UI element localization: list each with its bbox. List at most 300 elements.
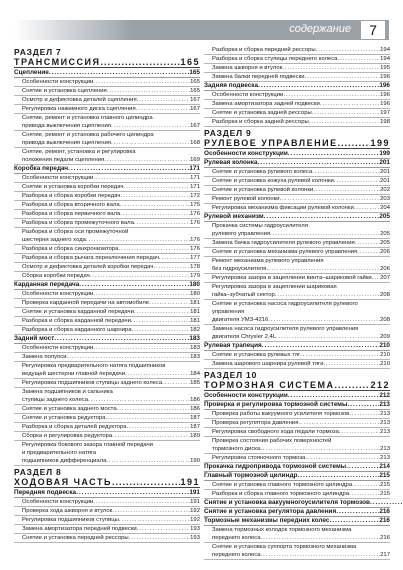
entry-text: Снятие, ремонт и установка главного цилиндра bbox=[22, 115, 153, 121]
page-ref: 210 bbox=[380, 361, 390, 367]
entry-text: Замена бачка гидроусилителя рулевого управления bbox=[212, 240, 355, 246]
toc-entry[interactable] bbox=[204, 248, 390, 257]
entry-text: Рулевой механизм bbox=[204, 213, 264, 220]
section-title-row[interactable] bbox=[14, 477, 200, 488]
toc-entry[interactable] bbox=[14, 326, 200, 335]
entry-text: Регулировка подшипников ступицы bbox=[22, 517, 119, 523]
dot-leader bbox=[131, 317, 190, 325]
toc-entry[interactable] bbox=[204, 543, 390, 560]
page-ref: 205 bbox=[380, 240, 390, 246]
toc-entry[interactable] bbox=[14, 379, 200, 388]
toc-entry[interactable] bbox=[204, 351, 390, 360]
entry-text: Регулировка механизма фиксации рулевой колонки bbox=[212, 205, 354, 211]
dot-leader bbox=[93, 344, 190, 352]
toc-entry[interactable] bbox=[204, 481, 390, 490]
dot-leader bbox=[54, 335, 189, 343]
page-ref: 208 bbox=[380, 292, 390, 298]
page-ref: 187 bbox=[190, 415, 200, 421]
toc-entry[interactable] bbox=[204, 437, 390, 454]
toc-entry[interactable] bbox=[204, 55, 390, 64]
dot-leader bbox=[355, 239, 380, 247]
dot-leader bbox=[298, 419, 380, 427]
dot-leader bbox=[93, 498, 190, 506]
toc-heading[interactable] bbox=[204, 517, 390, 526]
page-ref: 217 bbox=[380, 552, 390, 558]
dot-leader bbox=[280, 195, 381, 203]
entry-text: Снятие, ремонт, установка и регулировка bbox=[22, 149, 136, 155]
dot-leader bbox=[127, 423, 191, 431]
toc-entry[interactable] bbox=[14, 441, 200, 466]
toc-entry[interactable] bbox=[14, 414, 200, 423]
page-ref: 169 bbox=[190, 157, 200, 163]
dot-leader bbox=[93, 290, 190, 298]
toc-entry[interactable] bbox=[14, 299, 200, 308]
toc-entry[interactable] bbox=[204, 204, 390, 213]
entry-text: Регулировка зазора в зацеплении шариковая bbox=[212, 284, 337, 290]
page-ref: 210 bbox=[380, 352, 390, 358]
entry-text: Особенности конструкции bbox=[212, 92, 284, 98]
page-ref: 213 bbox=[380, 446, 390, 452]
toc-entry[interactable] bbox=[14, 131, 200, 148]
toc-heading[interactable] bbox=[204, 401, 390, 410]
dot-leader bbox=[66, 353, 190, 361]
page-ref: 196 bbox=[379, 82, 390, 89]
toc-entry[interactable] bbox=[14, 344, 200, 353]
entry-text: Разборка и сборка рычага переключения передач bbox=[22, 255, 159, 261]
page-ref: 199 bbox=[379, 150, 390, 157]
page-ref: 201 bbox=[380, 169, 390, 175]
page-ref: 167 bbox=[190, 123, 200, 129]
dot-leader bbox=[134, 219, 190, 227]
dot-leader bbox=[93, 78, 190, 86]
section-number: РАЗДЕЛ 7 bbox=[14, 47, 62, 57]
dot-leader bbox=[258, 159, 380, 167]
dot-leader bbox=[153, 263, 190, 271]
entry-text-last bbox=[22, 236, 200, 244]
entry-text-cont: шестерни заднего хода bbox=[22, 237, 86, 243]
page-ref: 196 bbox=[380, 74, 390, 80]
toc-entry[interactable] bbox=[14, 534, 200, 543]
toc-entry[interactable] bbox=[14, 192, 200, 201]
page-ref: 193 bbox=[190, 535, 200, 541]
toc-entry[interactable] bbox=[14, 210, 200, 219]
entry-text: Регулировка подшипников ступицы заднего колеса bbox=[22, 380, 163, 386]
section-title: ТРАНСМИССИЯ bbox=[14, 57, 101, 67]
entry-text-cont: привода выключения сцепления bbox=[22, 140, 111, 146]
page-ref: 181 bbox=[190, 309, 200, 315]
toc-entry[interactable] bbox=[14, 317, 200, 326]
dot-leader bbox=[313, 186, 380, 194]
entry-text-last bbox=[22, 370, 200, 378]
toc-heading[interactable] bbox=[14, 281, 200, 290]
entry-text: Разборка и сборка оси промежуточной bbox=[22, 229, 129, 235]
toc-entry[interactable] bbox=[14, 353, 200, 362]
entry-text-last bbox=[22, 457, 200, 465]
entry-text: Замена тормозных колодок тормозного механизма bbox=[212, 527, 352, 533]
page-ref: 186 bbox=[190, 397, 200, 403]
dot-leader bbox=[117, 405, 191, 413]
toc-heading[interactable] bbox=[204, 150, 390, 159]
entry-text-last bbox=[212, 316, 390, 324]
entry-text-last bbox=[212, 265, 390, 273]
page-ref: 195 bbox=[380, 65, 390, 71]
toc-entry[interactable] bbox=[204, 222, 390, 239]
dot-leader bbox=[131, 326, 190, 334]
dot-leader bbox=[93, 174, 190, 182]
entry-text: Проверка и регулировка тормозной системы bbox=[204, 401, 348, 408]
entry-text: Разборка и сборка промежуточного вала bbox=[22, 220, 134, 226]
entry-text: Снятие и установка заднего моста bbox=[22, 406, 117, 412]
page-ref: 181 bbox=[190, 318, 200, 324]
entry-text: Снятие и установка редуктора bbox=[22, 415, 106, 421]
dot-leader bbox=[111, 139, 190, 147]
entry-text: Регулировка стояночного тормоза bbox=[212, 455, 306, 461]
page-ref: 216 bbox=[380, 535, 390, 541]
page-ref: 192 bbox=[190, 517, 200, 523]
page-ref: 202 bbox=[380, 187, 390, 193]
entry-text: Рулевая трапеция bbox=[204, 342, 262, 349]
entry-text: Снятие и установка суппорта тормозного механизма bbox=[212, 544, 357, 550]
entry-text: Осмотр и дефектовка деталей коробки передач bbox=[22, 264, 154, 270]
page-ref: 213 bbox=[380, 420, 390, 426]
page-ref: 175 bbox=[190, 202, 200, 208]
page-ref: 172 bbox=[190, 193, 200, 199]
toc-entry[interactable] bbox=[204, 410, 390, 419]
toc-entry[interactable] bbox=[204, 168, 390, 177]
entry-text-last bbox=[212, 551, 390, 559]
page-ref: 213 bbox=[380, 411, 390, 417]
entry-text: Проверка карданной передачи на автомобиле bbox=[22, 300, 150, 306]
section-title-row[interactable] bbox=[204, 138, 390, 149]
toc-entry[interactable] bbox=[204, 64, 390, 73]
toc-entry[interactable] bbox=[14, 432, 200, 441]
toc-entry[interactable] bbox=[14, 498, 200, 507]
page-ref: 203 bbox=[380, 196, 390, 202]
dot-leader bbox=[149, 299, 190, 307]
entry-text: Разборка и сборка вторичного вала bbox=[22, 202, 120, 208]
toc-entry[interactable] bbox=[204, 73, 390, 82]
entry-text: Снятие и установка вакуумного bbox=[204, 499, 305, 506]
toc-entry[interactable] bbox=[204, 239, 390, 248]
entry-text: Снятие и установка насоса гидроусилителя рулевого управления bbox=[212, 301, 358, 315]
page-header bbox=[0, 0, 403, 40]
entry-text: Коробка передач bbox=[14, 165, 69, 172]
entry-text: Рулевая колонка bbox=[204, 159, 258, 166]
dot-leader bbox=[347, 401, 379, 409]
page-ref: 214 bbox=[379, 463, 390, 470]
page-ref: 205 bbox=[380, 231, 390, 237]
page-ref: 205 bbox=[379, 213, 390, 220]
entry-text: Особенности конструкции bbox=[22, 79, 94, 85]
dot-leader bbox=[300, 351, 380, 359]
entry-text: Регулировка предварительного натяга подшипников bbox=[22, 363, 166, 369]
section-title-row[interactable] bbox=[14, 57, 200, 68]
entry-text: Разборка и сборка ступицы переднего колеса bbox=[212, 56, 338, 62]
toc-entry[interactable] bbox=[14, 228, 200, 245]
page-ref: 198 bbox=[380, 119, 390, 125]
page-ref: 192 bbox=[190, 508, 200, 514]
entry-text: Прокачка гидропривода тормозной системы bbox=[204, 463, 347, 470]
toc-entry[interactable] bbox=[204, 274, 390, 283]
dot-leader bbox=[112, 477, 181, 487]
toc-entry[interactable] bbox=[204, 283, 390, 300]
toc-heading[interactable] bbox=[204, 508, 390, 517]
entry-text: Сборка и регулировка редуктора bbox=[22, 433, 113, 439]
page-ref: 179 bbox=[190, 273, 200, 279]
toc-entry[interactable] bbox=[14, 174, 200, 183]
page-ref: 199 bbox=[370, 138, 390, 148]
toc-entry[interactable] bbox=[14, 201, 200, 210]
entry-text: Проверка состояния рабочих поверхностей bbox=[212, 438, 332, 444]
page-ref: 191 bbox=[180, 477, 200, 487]
toc-entry[interactable] bbox=[14, 78, 200, 87]
dot-leader bbox=[258, 82, 379, 90]
entry-text: Проверка регулятора давления bbox=[212, 420, 299, 426]
entry-text-cont: двигателя УМЗ-4216 bbox=[212, 317, 269, 323]
toc-entry[interactable] bbox=[14, 105, 200, 114]
dot-leader bbox=[162, 379, 190, 387]
dot-leader bbox=[336, 508, 379, 516]
entry-text: Снятие и установка кожуха рулевой колонки bbox=[212, 178, 334, 184]
toc-entry[interactable] bbox=[204, 109, 390, 118]
entry-text-cont: ведущей шестерни главной передачи bbox=[22, 371, 126, 377]
entry-text: Снятие и установка регулятора давления bbox=[204, 508, 337, 515]
entry-text-cont: двигателя Chrysler 2,4L bbox=[212, 334, 277, 340]
dot-leader bbox=[320, 100, 380, 108]
toc-entry[interactable] bbox=[14, 148, 200, 165]
toc-entry[interactable] bbox=[204, 186, 390, 195]
dot-leader bbox=[261, 551, 381, 559]
toc-entry[interactable] bbox=[204, 195, 390, 204]
dot-leader bbox=[79, 281, 189, 289]
toc-entry[interactable] bbox=[14, 96, 200, 105]
toc-heading[interactable] bbox=[204, 392, 390, 401]
section-number: РАЗДЕЛ 8 bbox=[14, 467, 62, 477]
dot-leader bbox=[76, 489, 189, 497]
dot-leader bbox=[262, 342, 380, 350]
entry-text-last bbox=[22, 396, 200, 404]
entry-text-cont: гайка–зубчатый сектор bbox=[212, 292, 275, 298]
entry-text: Проверка хода шкворня и втулок bbox=[22, 508, 113, 514]
page-ref: 206 bbox=[380, 249, 390, 255]
dot-leader bbox=[106, 457, 190, 465]
toc-entry[interactable] bbox=[14, 245, 200, 254]
page-ref: 183 bbox=[189, 335, 200, 342]
entry-text: Снятие и установка задней рессоры bbox=[212, 110, 312, 116]
toc-entry[interactable] bbox=[204, 360, 390, 369]
toc-entry[interactable] bbox=[14, 263, 200, 272]
page-ref: 186 bbox=[190, 406, 200, 412]
page-ref: 176 bbox=[190, 220, 200, 226]
toc-entry[interactable] bbox=[14, 114, 200, 131]
entry-text-last bbox=[22, 139, 200, 147]
entry-text: Замена амортизатора передней подвески bbox=[22, 526, 137, 532]
dot-leader bbox=[276, 333, 380, 341]
toc-entry[interactable] bbox=[14, 516, 200, 525]
toc-heading[interactable] bbox=[204, 213, 390, 222]
dot-leader bbox=[264, 213, 380, 221]
toc-entry[interactable] bbox=[204, 91, 390, 100]
page-ref: 167 bbox=[190, 106, 200, 112]
page-ref: 171 bbox=[190, 184, 200, 190]
page-ref: 196 bbox=[380, 92, 390, 98]
page-ref: 215 bbox=[379, 472, 390, 479]
page-ref: 206 bbox=[380, 266, 390, 272]
toc-entry[interactable] bbox=[14, 308, 200, 317]
entry-text: Снятие и установка рулевых тяг bbox=[212, 352, 301, 358]
page-ref: 165 bbox=[190, 79, 200, 85]
dot-leader bbox=[349, 490, 380, 498]
toc-heading[interactable] bbox=[204, 499, 390, 508]
page-ref: 209 bbox=[380, 334, 390, 340]
entry-text: Снятие и установка карданной передачи bbox=[22, 309, 134, 315]
page-ref: 189 bbox=[190, 433, 200, 439]
entry-text: Осмотр и дефектовка деталей сцепления bbox=[22, 97, 137, 103]
dot-leader bbox=[288, 392, 380, 400]
toc-heading[interactable] bbox=[14, 165, 200, 174]
toc-heading[interactable] bbox=[14, 335, 200, 344]
toc-entry[interactable] bbox=[204, 490, 390, 499]
page-ref: 201 bbox=[380, 178, 390, 184]
toc-entry[interactable] bbox=[204, 46, 390, 55]
toc-heading[interactable] bbox=[204, 463, 390, 472]
entry-text: Особенности конструкции bbox=[22, 175, 94, 181]
dot-leader bbox=[282, 64, 380, 72]
entry-text: Сборка коробки передач bbox=[22, 273, 90, 279]
dot-leader bbox=[288, 150, 380, 158]
dot-leader bbox=[330, 517, 380, 525]
entry-text-last bbox=[305, 499, 403, 507]
toc-heading[interactable] bbox=[204, 472, 390, 481]
toc-heading[interactable] bbox=[14, 489, 200, 498]
entry-text: Задняя подвеска bbox=[204, 82, 259, 89]
section-title-row[interactable] bbox=[204, 380, 390, 391]
toc-entry[interactable] bbox=[14, 87, 200, 96]
toc-entry[interactable] bbox=[14, 290, 200, 299]
dot-leader bbox=[123, 183, 190, 191]
entry-text-cont: переднего колеса bbox=[212, 535, 261, 541]
toc-entry[interactable] bbox=[14, 219, 200, 228]
dot-leader bbox=[312, 109, 380, 117]
dot-leader bbox=[352, 481, 380, 489]
toc-heading[interactable] bbox=[204, 159, 390, 168]
page-ref: 194 bbox=[380, 56, 390, 62]
toc-entry[interactable] bbox=[204, 257, 390, 274]
page-ref: 171 bbox=[190, 175, 200, 181]
dot-leader bbox=[346, 463, 379, 471]
toc-entry[interactable] bbox=[14, 507, 200, 516]
toc-heading[interactable] bbox=[204, 342, 390, 351]
page-ref: 193 bbox=[190, 526, 200, 532]
toc-entry[interactable] bbox=[204, 419, 390, 428]
dot-leader bbox=[134, 308, 190, 316]
toc-entry[interactable] bbox=[204, 300, 390, 325]
dot-leader bbox=[283, 91, 380, 99]
page-ref: 216 bbox=[379, 508, 390, 515]
dot-leader bbox=[105, 414, 190, 422]
dot-leader bbox=[337, 55, 380, 63]
toc-entry[interactable] bbox=[204, 177, 390, 186]
toc-entry[interactable] bbox=[204, 526, 390, 543]
page-ref: 191 bbox=[190, 499, 200, 505]
entry-text: Особенности конструкции bbox=[22, 345, 94, 351]
page-ref: 187 bbox=[190, 424, 200, 430]
dot-leader bbox=[266, 265, 380, 273]
toc-entry[interactable] bbox=[14, 423, 200, 432]
toc-entry[interactable] bbox=[204, 428, 390, 437]
entry-text-cont: тормозного диска bbox=[212, 446, 261, 452]
dot-leader bbox=[120, 210, 190, 218]
dot-leader bbox=[112, 432, 190, 440]
entry-text: Карданная передача bbox=[14, 281, 80, 288]
toc-heading[interactable] bbox=[14, 69, 200, 78]
entry-text-last bbox=[212, 534, 390, 542]
page-ref: 213 bbox=[380, 455, 390, 461]
toc-entry[interactable] bbox=[204, 325, 390, 342]
dot-leader bbox=[112, 507, 190, 515]
entry-text: Разборка и сборка передней рессоры bbox=[212, 47, 316, 53]
entry-text: Разборка и сборка главного тормозного цилиндра bbox=[212, 491, 350, 497]
entry-text-cont: привода выключения сцепления bbox=[22, 123, 111, 129]
dot-leader bbox=[339, 428, 380, 436]
toc-entry[interactable] bbox=[14, 254, 200, 263]
page-ref: 212 bbox=[379, 392, 390, 399]
entry-text: Снятие и установка сцепления bbox=[22, 88, 107, 94]
page-ref: 216 bbox=[379, 517, 390, 524]
entry-text: Снятие и установка главного тормозного цилиндра bbox=[212, 482, 353, 488]
entry-text: Ремонт механизма рулевого управления bbox=[212, 258, 324, 264]
dot-leader bbox=[118, 245, 190, 253]
entry-text: Снятие и установка передней рессоры bbox=[22, 535, 129, 541]
toc-entry[interactable] bbox=[204, 118, 390, 127]
toc-entry[interactable] bbox=[204, 454, 390, 463]
entry-text: Замена амортизатора задней подвески bbox=[212, 101, 320, 107]
page-ref: 183 bbox=[190, 354, 200, 360]
page-ref: 208 bbox=[380, 317, 390, 323]
entry-text-cont: рулевого управления bbox=[212, 231, 271, 237]
page-ref: 191 bbox=[189, 489, 200, 496]
page-ref: 176 bbox=[190, 237, 200, 243]
dot-leader bbox=[107, 87, 190, 95]
entry-text: Ремонт рулевой колонки bbox=[212, 196, 280, 202]
entry-text: Особенности конструкции bbox=[204, 150, 288, 157]
page-ref: 180 bbox=[189, 281, 200, 288]
toc-entry[interactable] bbox=[14, 183, 200, 192]
toc-entry[interactable] bbox=[204, 100, 390, 109]
page-ref: 176 bbox=[190, 246, 200, 252]
dot-leader bbox=[305, 73, 381, 81]
entry-text: Проверка работы вакуумного усилителя тормозов bbox=[212, 411, 350, 417]
page-ref: 176 bbox=[190, 211, 200, 217]
entry-text: Главный тормозной цилиндр bbox=[204, 472, 298, 479]
entry-text-cont: положения педали сцепления bbox=[22, 157, 105, 163]
page-ref: 194 bbox=[380, 47, 390, 53]
toc-entry[interactable] bbox=[14, 405, 200, 414]
dot-leader bbox=[335, 380, 371, 390]
page-ref: 190 bbox=[190, 458, 200, 464]
toc-entry[interactable] bbox=[14, 362, 200, 379]
toc-entry[interactable] bbox=[14, 388, 200, 405]
entry-text: Задний мост bbox=[14, 335, 55, 342]
toc-entry[interactable] bbox=[14, 525, 200, 534]
toc-heading[interactable] bbox=[204, 82, 390, 91]
dot-leader bbox=[297, 472, 379, 480]
toc-entry[interactable] bbox=[14, 272, 200, 281]
dot-leader bbox=[270, 230, 380, 238]
page-ref: 168 bbox=[190, 140, 200, 146]
page-ref: 167 bbox=[190, 97, 200, 103]
page-ref: 213 bbox=[380, 429, 390, 435]
